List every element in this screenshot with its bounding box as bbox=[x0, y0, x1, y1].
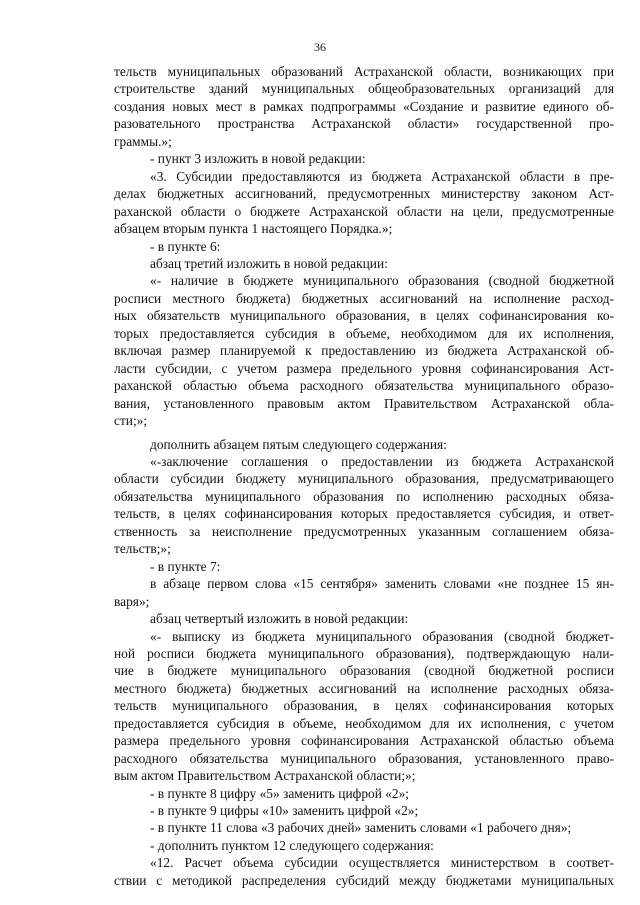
text-line: тельств;»; bbox=[114, 541, 171, 557]
text-line: - в пункте 11 слова «3 рабочих дней» заменить словами «1 рабочего дня»; bbox=[150, 820, 572, 836]
text-line: «12. Расчет объема субсидии осуществляется министерством в соответ- bbox=[150, 855, 614, 871]
text-line: обязательства муниципального образования по исполнению расходных обяза- bbox=[114, 488, 614, 504]
text-line: тельств муниципальных образований Астраханской области, возникающих при bbox=[114, 64, 614, 79]
text-line: создания новых мест в рамках подпрограммы «Создание и развитие единого об- bbox=[114, 98, 614, 114]
text-line: - пункт 3 изложить в новой редакции: bbox=[150, 151, 366, 167]
document-body bbox=[114, 63, 614, 889]
text-line: «-заключение соглашения о предоставлении из бюджета Астраханской bbox=[150, 453, 614, 469]
text-line: строительстве зданий муниципальных общеобразовательных организаций для bbox=[114, 81, 614, 97]
text-line: включая размер планируемой к предоставлению из бюджета Астраханской об- bbox=[114, 343, 614, 359]
text-line: - в пункте 9 цифры «10» заменить цифрой «2»; bbox=[150, 803, 419, 819]
text-line: торых предоставляется субсидия в объеме, необходимом для их исполнения, bbox=[114, 325, 614, 341]
text-line: «- наличие в бюджете муниципального образования (сводной бюджетной bbox=[150, 273, 614, 289]
text-line: местного бюджета) бюджетных ассигнований на исполнение расходных обяза- bbox=[114, 680, 614, 696]
text-line: «- выписку из бюджета муниципального образования (сводной бюджет- bbox=[150, 628, 614, 644]
text-line: сти;»; bbox=[114, 413, 148, 429]
text-line: раханской области о бюджете Астраханской области на цели, предусмотренные bbox=[114, 203, 614, 219]
text-line: предоставляется субсидия в объеме, необходимом для их исполнения, с учетом bbox=[114, 715, 614, 731]
text-line: «3. Субсидии предоставляются из бюджета Астраханской области в пре- bbox=[150, 168, 614, 184]
text-line: ных обязательств муниципального образования, в целях софинансирования ко- bbox=[114, 308, 614, 324]
text-line: ной росписи бюджета муниципального образования), подтверждающую нали- bbox=[114, 645, 614, 661]
text-line: в абзаце первом слова «15 сентября» заменить словами «не позднее 15 ян- bbox=[150, 576, 614, 592]
text-line: расходного обязательства муниципального образования, установленного право- bbox=[114, 750, 614, 766]
text-line: абзац четвертый изложить в новой редакции: bbox=[150, 611, 409, 627]
text-line: абзац третий изложить в новой редакции: bbox=[150, 255, 388, 271]
text-line: - в пункте 8 цифру «5» заменить цифрой «2»; bbox=[150, 785, 410, 801]
text-line: - дополнить пунктом 12 следующего содержания: bbox=[150, 837, 434, 853]
text-line: делах бюджетных ассигнований, предусмотренных министерству законом Аст- bbox=[114, 186, 614, 202]
text-line: ственность за неисполнение предусмотренных указанным соглашением обяза- bbox=[114, 523, 614, 539]
text-line: абзацем вторым пункта 1 настоящего Порядка.»; bbox=[114, 221, 393, 237]
text-line: области субсидии бюджету муниципального образования, предусматривающего bbox=[114, 471, 614, 487]
text-line: дополнить абзацем пятым следующего содержания: bbox=[150, 436, 447, 452]
text-line: тельств муниципального образования, в целях софинансирования которых bbox=[114, 698, 614, 714]
text-line: варя»; bbox=[114, 593, 150, 609]
text-line: - в пункте 7: bbox=[150, 558, 221, 574]
text-line: росписи местного бюджета) бюджетных ассигнований на исполнение расход- bbox=[114, 290, 614, 306]
page-number: 36 bbox=[314, 40, 326, 54]
text-line: чие в бюджете муниципального образования (сводной бюджетной росписи bbox=[114, 663, 614, 679]
text-line: размера предельного уровня софинансирования Астраханской областью объема bbox=[114, 733, 614, 749]
text-line: граммы.»; bbox=[114, 133, 172, 149]
text-line: раханской областью объема расходного обязательства муниципального образо- bbox=[114, 378, 614, 394]
text-line: вания, установленного правовым актом Правительством Астраханской обла- bbox=[114, 395, 614, 411]
text-line: вым актом Правительством Астраханской области;»; bbox=[114, 768, 416, 784]
text-line: тельств, в целях софинансирования которых предоставляется субсидия, и ответ- bbox=[114, 506, 614, 522]
text-line: ствии с методикой распределения субсидий между бюджетами муниципальных bbox=[114, 872, 614, 888]
text-line: ласти субсидии, с учетом размера предельного уровня софинансирования Аст- bbox=[114, 360, 614, 376]
text-line: разовательного пространства Астраханской области» государственной про- bbox=[114, 116, 614, 132]
text-line: - в пункте 6: bbox=[150, 238, 221, 254]
